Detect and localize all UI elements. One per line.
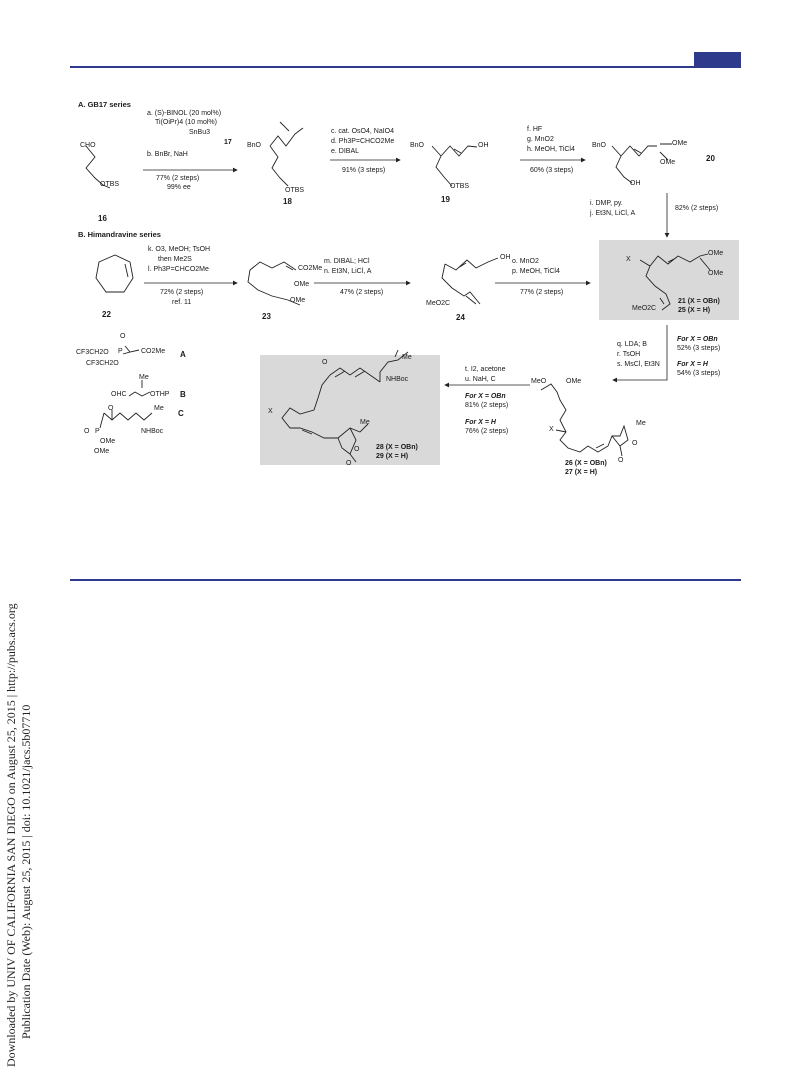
atom-me-b: Me [139, 374, 149, 381]
reagent-i: i. DMP, py. [590, 200, 623, 207]
sidebar-line-2: Publication Date (Web): August 25, 2015 | doi: 10.1021/jacs.5b07710 [19, 704, 33, 1039]
reagent-a1: a. (S)-BINOL (20 mol%) [147, 110, 222, 117]
atom-me-28b: Me [360, 419, 370, 426]
compound-17: 17 [224, 139, 232, 146]
yield-ij: 82% (2 steps) [675, 205, 719, 212]
atom-ome-21a: OMe [708, 250, 724, 257]
compound-28: 28 (X = OBn) [376, 444, 418, 451]
legend-b: B [180, 390, 186, 399]
reagent-o: o. MnO2 [512, 258, 539, 265]
atom-oh-20: OH [630, 180, 641, 187]
atom-ome-20b: OMe [660, 159, 676, 166]
atom-bno-18: BnO [247, 142, 262, 149]
atom-o-28-ketone: O [322, 359, 328, 366]
atom-p-c: P [95, 428, 100, 435]
compound-27: 27 (X = H) [565, 469, 598, 476]
atom-meo2c-21: MeO2C [632, 305, 657, 312]
reagent-u: u. NaH, C [465, 376, 496, 383]
atom-meo-26: MeO [531, 378, 547, 385]
reagent-j: j. Et3N, LiCl, A [590, 210, 636, 217]
yield-mn: 47% (2 steps) [340, 289, 384, 296]
atom-meo2c-24: MeO2C [426, 300, 451, 307]
atom-o-c1: O [108, 405, 114, 412]
reagent-f: f. HF [527, 126, 543, 133]
reagent-h: h. MeOH, TiCl4 [527, 146, 575, 153]
atom-x-26: X [549, 426, 554, 433]
atom-o-26b: O [618, 457, 624, 464]
reagent-b1: b. BnBr, NaH [147, 151, 188, 158]
yield-tu-h: 76% (2 steps) [465, 428, 509, 435]
reagent-s: s. MsCl, Et3N [617, 361, 660, 368]
yield-tu-obn: 81% (2 steps) [465, 402, 509, 409]
atom-othp-b: OTHP [150, 391, 170, 398]
reagent-q: q. LDA; B [617, 341, 647, 348]
atom-ome-20a: OMe [672, 140, 688, 147]
atom-nhboc-c: NHBoc [141, 428, 164, 435]
atom-me-26: Me [636, 420, 646, 427]
atom-oh-24: OH [500, 254, 511, 261]
compound-20: 20 [706, 154, 715, 163]
yield-cde: 91% (3 steps) [342, 167, 386, 174]
atom-cho: CHO [80, 142, 96, 149]
atom-p-a: P [118, 348, 123, 355]
compound-22: 22 [102, 310, 111, 319]
legend-a: A [180, 350, 186, 359]
reagent-m: m. DIBAL; HCl [324, 258, 370, 265]
sidebar-line-1: Downloaded by UNIV OF CALIFORNIA SAN DIEGO on August 25, 2015 | http://pubs.acs.org [4, 603, 18, 1067]
atom-ome-c1: OMe [100, 438, 116, 445]
legend-c: C [178, 409, 184, 418]
compound-26: 26 (X = OBn) [565, 460, 607, 467]
section-title-b: B. Himandravine series [78, 230, 161, 239]
yield-ab: 77% (2 steps) [156, 175, 200, 182]
atom-otbs-19: OTBS [450, 183, 470, 190]
yield-op: 77% (2 steps) [520, 289, 564, 296]
condition-x-h-2: For X = H [465, 419, 496, 426]
atom-ome-c2: OMe [94, 448, 110, 455]
reagent-p: p. MeOH, TiCl4 [512, 268, 560, 275]
reagent-d: d. Ph3P=CHCO2Me [331, 138, 395, 145]
reagent-k: k. O3, MeOH; TsOH [148, 246, 211, 253]
atom-ome-23a: OMe [294, 281, 310, 288]
compound-18: 18 [283, 197, 292, 206]
compound-23: 23 [262, 312, 271, 321]
reagent-r: r. TsOH [617, 351, 641, 358]
atom-bno-20: BnO [592, 142, 607, 149]
compound-16: 16 [98, 214, 107, 223]
atom-otbs-16: OTBS [100, 181, 120, 188]
compound-24: 24 [456, 313, 465, 322]
atom-o-28b: O [346, 460, 352, 467]
atom-o-28a: O [354, 446, 360, 453]
atom-cf3a: CF3CH2O [76, 349, 109, 356]
atom-co2me-23: CO2Me [298, 265, 323, 272]
reagent-k2: then Me2S [158, 256, 192, 263]
atom-o-a: O [120, 333, 126, 340]
reagent-c: c. cat. OsO4, NaIO4 [331, 128, 395, 135]
atom-ome-26: OMe [566, 378, 582, 385]
reagent-g: g. MnO2 [527, 136, 554, 143]
atom-ome-21b: OMe [708, 270, 724, 277]
atom-o-26a: O [632, 440, 638, 447]
reagent-a3: SnBu3 [189, 129, 211, 136]
atom-me-c: Me [154, 405, 164, 412]
atom-ome-23b: OMe [290, 297, 306, 304]
yield-qrs-obn: 52% (3 steps) [677, 345, 721, 352]
atom-o-c2: O [84, 428, 90, 435]
atom-x-28: X [268, 408, 273, 415]
compound-19: 19 [441, 195, 450, 204]
ref-11: ref. 11 [172, 299, 192, 306]
atom-nhboc-28: NHBoc [386, 376, 409, 383]
atom-me-28a: Me [402, 354, 412, 361]
atom-oh-19: OH [478, 142, 489, 149]
atom-co2me-a: CO2Me [141, 348, 166, 355]
compound-25: 25 (X = H) [678, 307, 711, 314]
reagent-n: n. Et3N, LiCl, A [324, 268, 372, 275]
ee-ab: 99% ee [167, 184, 191, 191]
atom-x-21: X [626, 256, 631, 263]
atom-otbs-18: OTBS [285, 187, 305, 194]
compound-29: 29 (X = H) [376, 453, 409, 460]
condition-x-obn-1: For X = OBn [677, 336, 718, 343]
reagent-t: t. I2, acetone [465, 366, 506, 373]
reagent-e: e. DIBAL [331, 148, 360, 155]
yield-fgh: 60% (3 steps) [530, 167, 574, 174]
yield-kl: 72% (2 steps) [160, 289, 204, 296]
condition-x-h-1: For X = H [677, 361, 708, 368]
yield-qrs-h: 54% (3 steps) [677, 370, 721, 377]
atom-ohc-b: OHC [111, 391, 127, 398]
section-title-a: A. GB17 series [78, 100, 131, 109]
reagent-l: l. Ph3P=CHCO2Me [148, 266, 209, 273]
atom-bno-19: BnO [410, 142, 425, 149]
atom-cf3b: CF3CH2O [86, 360, 119, 367]
reagent-a2: Ti(OiPr)4 (10 mol%) [155, 119, 217, 126]
condition-x-obn-2: For X = OBn [465, 393, 506, 400]
compound-21: 21 (X = OBn) [678, 298, 720, 305]
